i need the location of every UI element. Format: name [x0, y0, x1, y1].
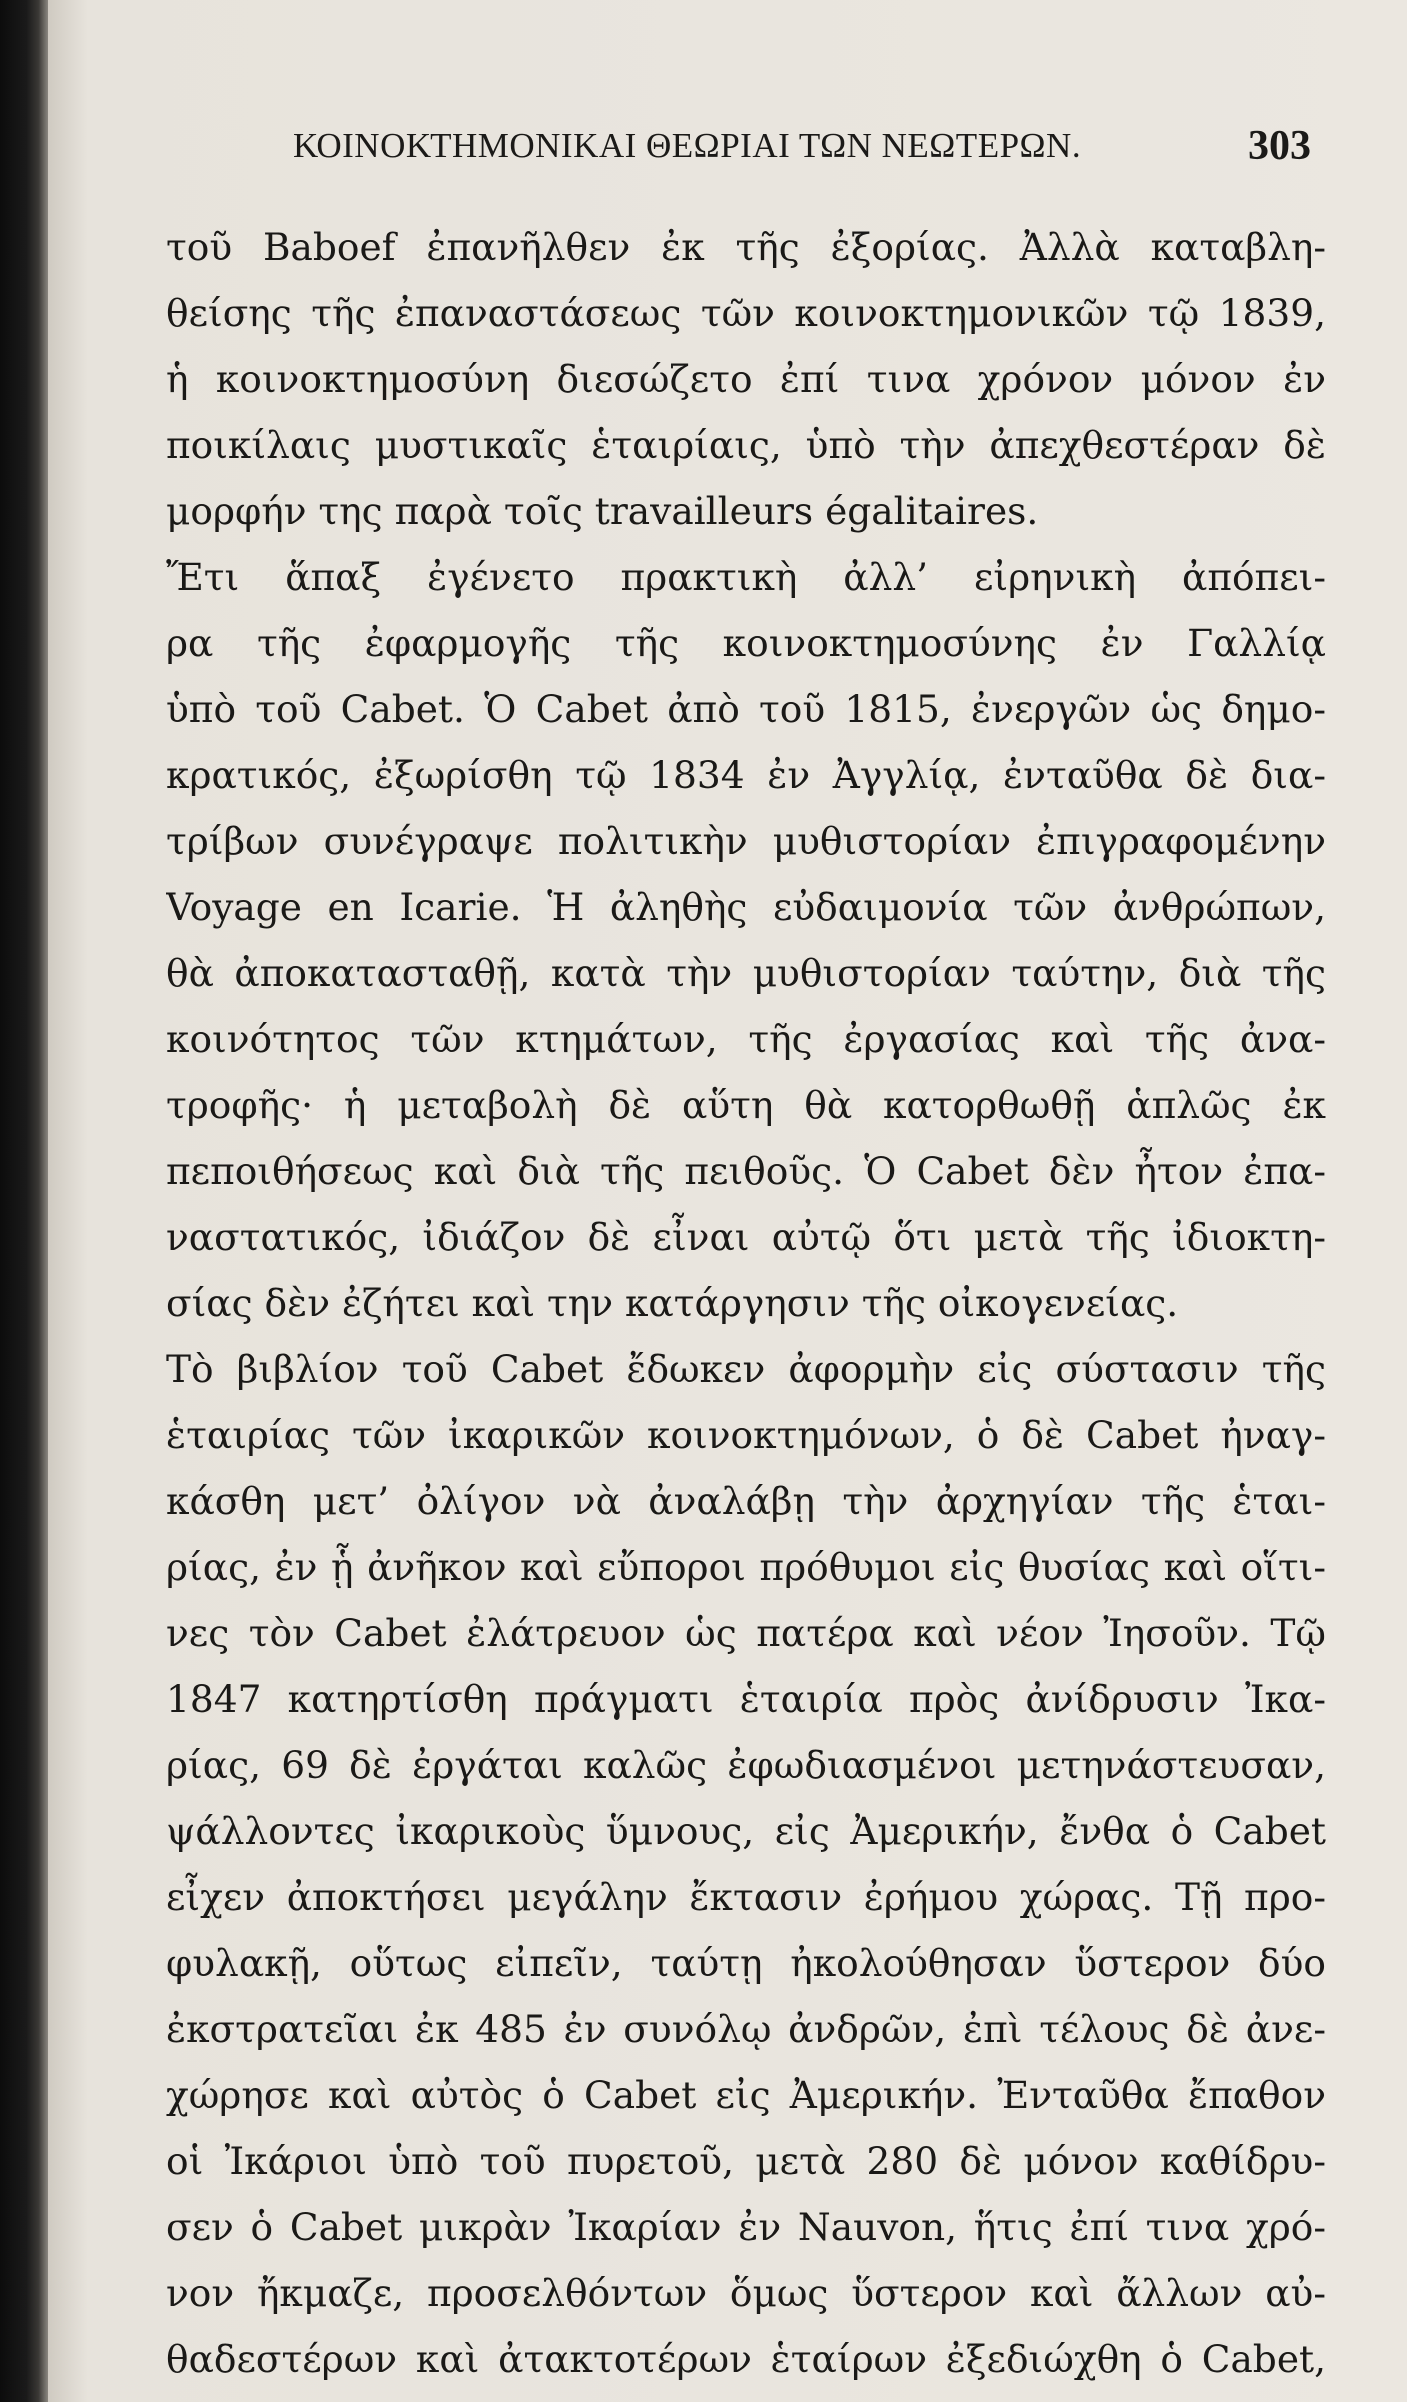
text-line: 1847 κατηρτίσθη πράγματι ἑταιρία πρὸς ἀνίδρυσιν Ἰκα-: [166, 1677, 1326, 1721]
text-line: κοινότητος τῶν κτημάτων, τῆς ἐργασίας καὶ τῆς ἀνα-: [166, 1017, 1326, 1061]
book-binding-edge: [0, 0, 48, 2402]
text-line: πεποιθήσεως καὶ διὰ τῆς πειθοῦς. Ὁ Cabet δὲν ἦτον ἐπα-: [166, 1149, 1326, 1193]
text-line: σεν ὁ Cabet μικρὰν Ἰκαρίαν ἐν Nauvon, ἥτις ἐπί τινα χρό-: [166, 2205, 1326, 2249]
body-text: [166, 214, 1326, 2392]
text-line: θαδεστέρων καὶ ἀτακτοτέρων ἑταίρων ἐξεδιώχθη ὁ Cabet,: [166, 2337, 1326, 2381]
text-line: ρα τῆς ἐφαρμογῆς τῆς κοινοκτημοσύνης ἐν Γαλλίᾳ: [166, 621, 1326, 665]
text-line: τρίβων συνέγραψε πολιτικὴν μυθιστορίαν ἐπιγραφομένην: [166, 819, 1326, 863]
text-line: οἱ Ἰκάριοι ὑπὸ τοῦ πυρετοῦ, μετὰ 280 δὲ μόνον καθίδρυ-: [166, 2139, 1326, 2183]
text-line: εἶχεν ἀποκτήσει μεγάλην ἔκτασιν ἐρήμου χώρας. Τῇ προ-: [166, 1875, 1326, 1919]
text-line: ρίας, 69 δὲ ἐργάται καλῶς ἐφωδιασμένοι μετηνάστευσαν,: [166, 1743, 1326, 1787]
text-line: θείσης τῆς ἐπαναστάσεως τῶν κοινοκτημονικῶν τῷ 1839,: [166, 291, 1326, 335]
text-line: Voyage en Icarie. Ἡ ἀληθὴς εὐδαιμονία τῶν ἀνθρώπων,: [166, 885, 1326, 929]
text-line: ναστατικός, ἰδιάζον δὲ εἶναι αὐτῷ ὅτι μετὰ τῆς ἰδιοκτη-: [166, 1215, 1326, 1259]
text-line: ψάλλοντες ἰκαρικοὺς ὕμνους, εἰς Ἀμερικήν, ἔνθα ὁ Cabet: [166, 1809, 1326, 1853]
text-line: χώρησε καὶ αὐτὸς ὁ Cabet εἰς Ἀμερικήν. Ἐνταῦθα ἔπαθον: [166, 2073, 1326, 2117]
text-line: τροφῆς· ἡ μεταβολὴ δὲ αὕτη θὰ κατορθωθῇ ἁπλῶς ἐκ: [166, 1083, 1326, 1127]
text-line: τοῦ Baboef ἐπανῆλθεν ἐκ τῆς ἐξορίας. Ἀλλὰ καταβλη-: [166, 225, 1326, 269]
book-page: [48, 0, 1407, 2402]
text-line: θὰ ἀποκατασταθῇ, κατὰ τὴν μυθιστορίαν ταύτην, διὰ τῆς: [166, 951, 1326, 995]
text-line: μορφήν της παρὰ τοῖς travailleurs égalitaires.: [166, 489, 1039, 533]
page-number: 303: [1248, 123, 1311, 169]
text-line: ρίας, ἐν ᾗ ἀνῆκον καὶ εὔποροι πρόθυμοι εἰς θυσίας καὶ οἵτι-: [166, 1545, 1326, 1589]
text-line: ἐκστρατεῖαι ἐκ 485 ἐν συνόλῳ ἀνδρῶν, ἐπὶ τέλους δὲ ἀνε-: [166, 2007, 1326, 2051]
text-line: κάσθη μετ’ ὀλίγον νὰ ἀναλάβῃ τὴν ἀρχηγίαν τῆς ἑται-: [166, 1479, 1326, 1523]
text-line: ὑπὸ τοῦ Cabet. Ὁ Cabet ἀπὸ τοῦ 1815, ἐνεργῶν ὡς δημο-: [166, 687, 1326, 731]
text-line: κρατικός, ἐξωρίσθη τῷ 1834 ἐν Ἀγγλίᾳ, ἐνταῦθα δὲ δια-: [166, 753, 1326, 797]
text-line: ποικίλαις μυστικαῖς ἑταιρίαις, ὑπὸ τὴν ἀπεχθεστέραν δὲ: [166, 423, 1326, 467]
text-line: νες τὸν Cabet ἐλάτρευον ὡς πατέρα καὶ νέον Ἰησοῦν. Τῷ: [166, 1611, 1326, 1655]
text-line: ἑταιρίας τῶν ἰκαρικῶν κοινοκτημόνων, ὁ δὲ Cabet ἠναγ-: [166, 1413, 1326, 1457]
text-line: σίας δὲν ἐζήτει καὶ την κατάργησιν τῆς οἰκογενείας.: [166, 1281, 1179, 1325]
running-head-title: ΚΟΙΝΟΚΤΗΜΟΝΙΚΑΙ ΘΕΩΡΙΑΙ ΤΩΝ ΝΕΩΤΕΡΩΝ.: [293, 126, 1082, 165]
text-line: νον ἤκμαζε, προσελθόντων ὅμως ὕστερον καὶ ἄλλων αὐ-: [166, 2271, 1326, 2315]
text-line: φυλακῇ, οὕτως εἰπεῖν, ταύτῃ ἠκολούθησαν ὕστερον δύο: [166, 1941, 1326, 1985]
text-line: ἡ κοινοκτημοσύνη διεσώζετο ἐπί τινα χρόνον μόνον ἐν: [166, 357, 1326, 401]
text-line: Ἔτι ἅπαξ ἐγένετο πρακτικὴ ἀλλ’ εἰρηνικὴ ἀπόπει-: [166, 555, 1326, 599]
text-line: Τὸ βιβλίον τοῦ Cabet ἔδωκεν ἀφορμὴν εἰς σύστασιν τῆς: [166, 1347, 1326, 1391]
